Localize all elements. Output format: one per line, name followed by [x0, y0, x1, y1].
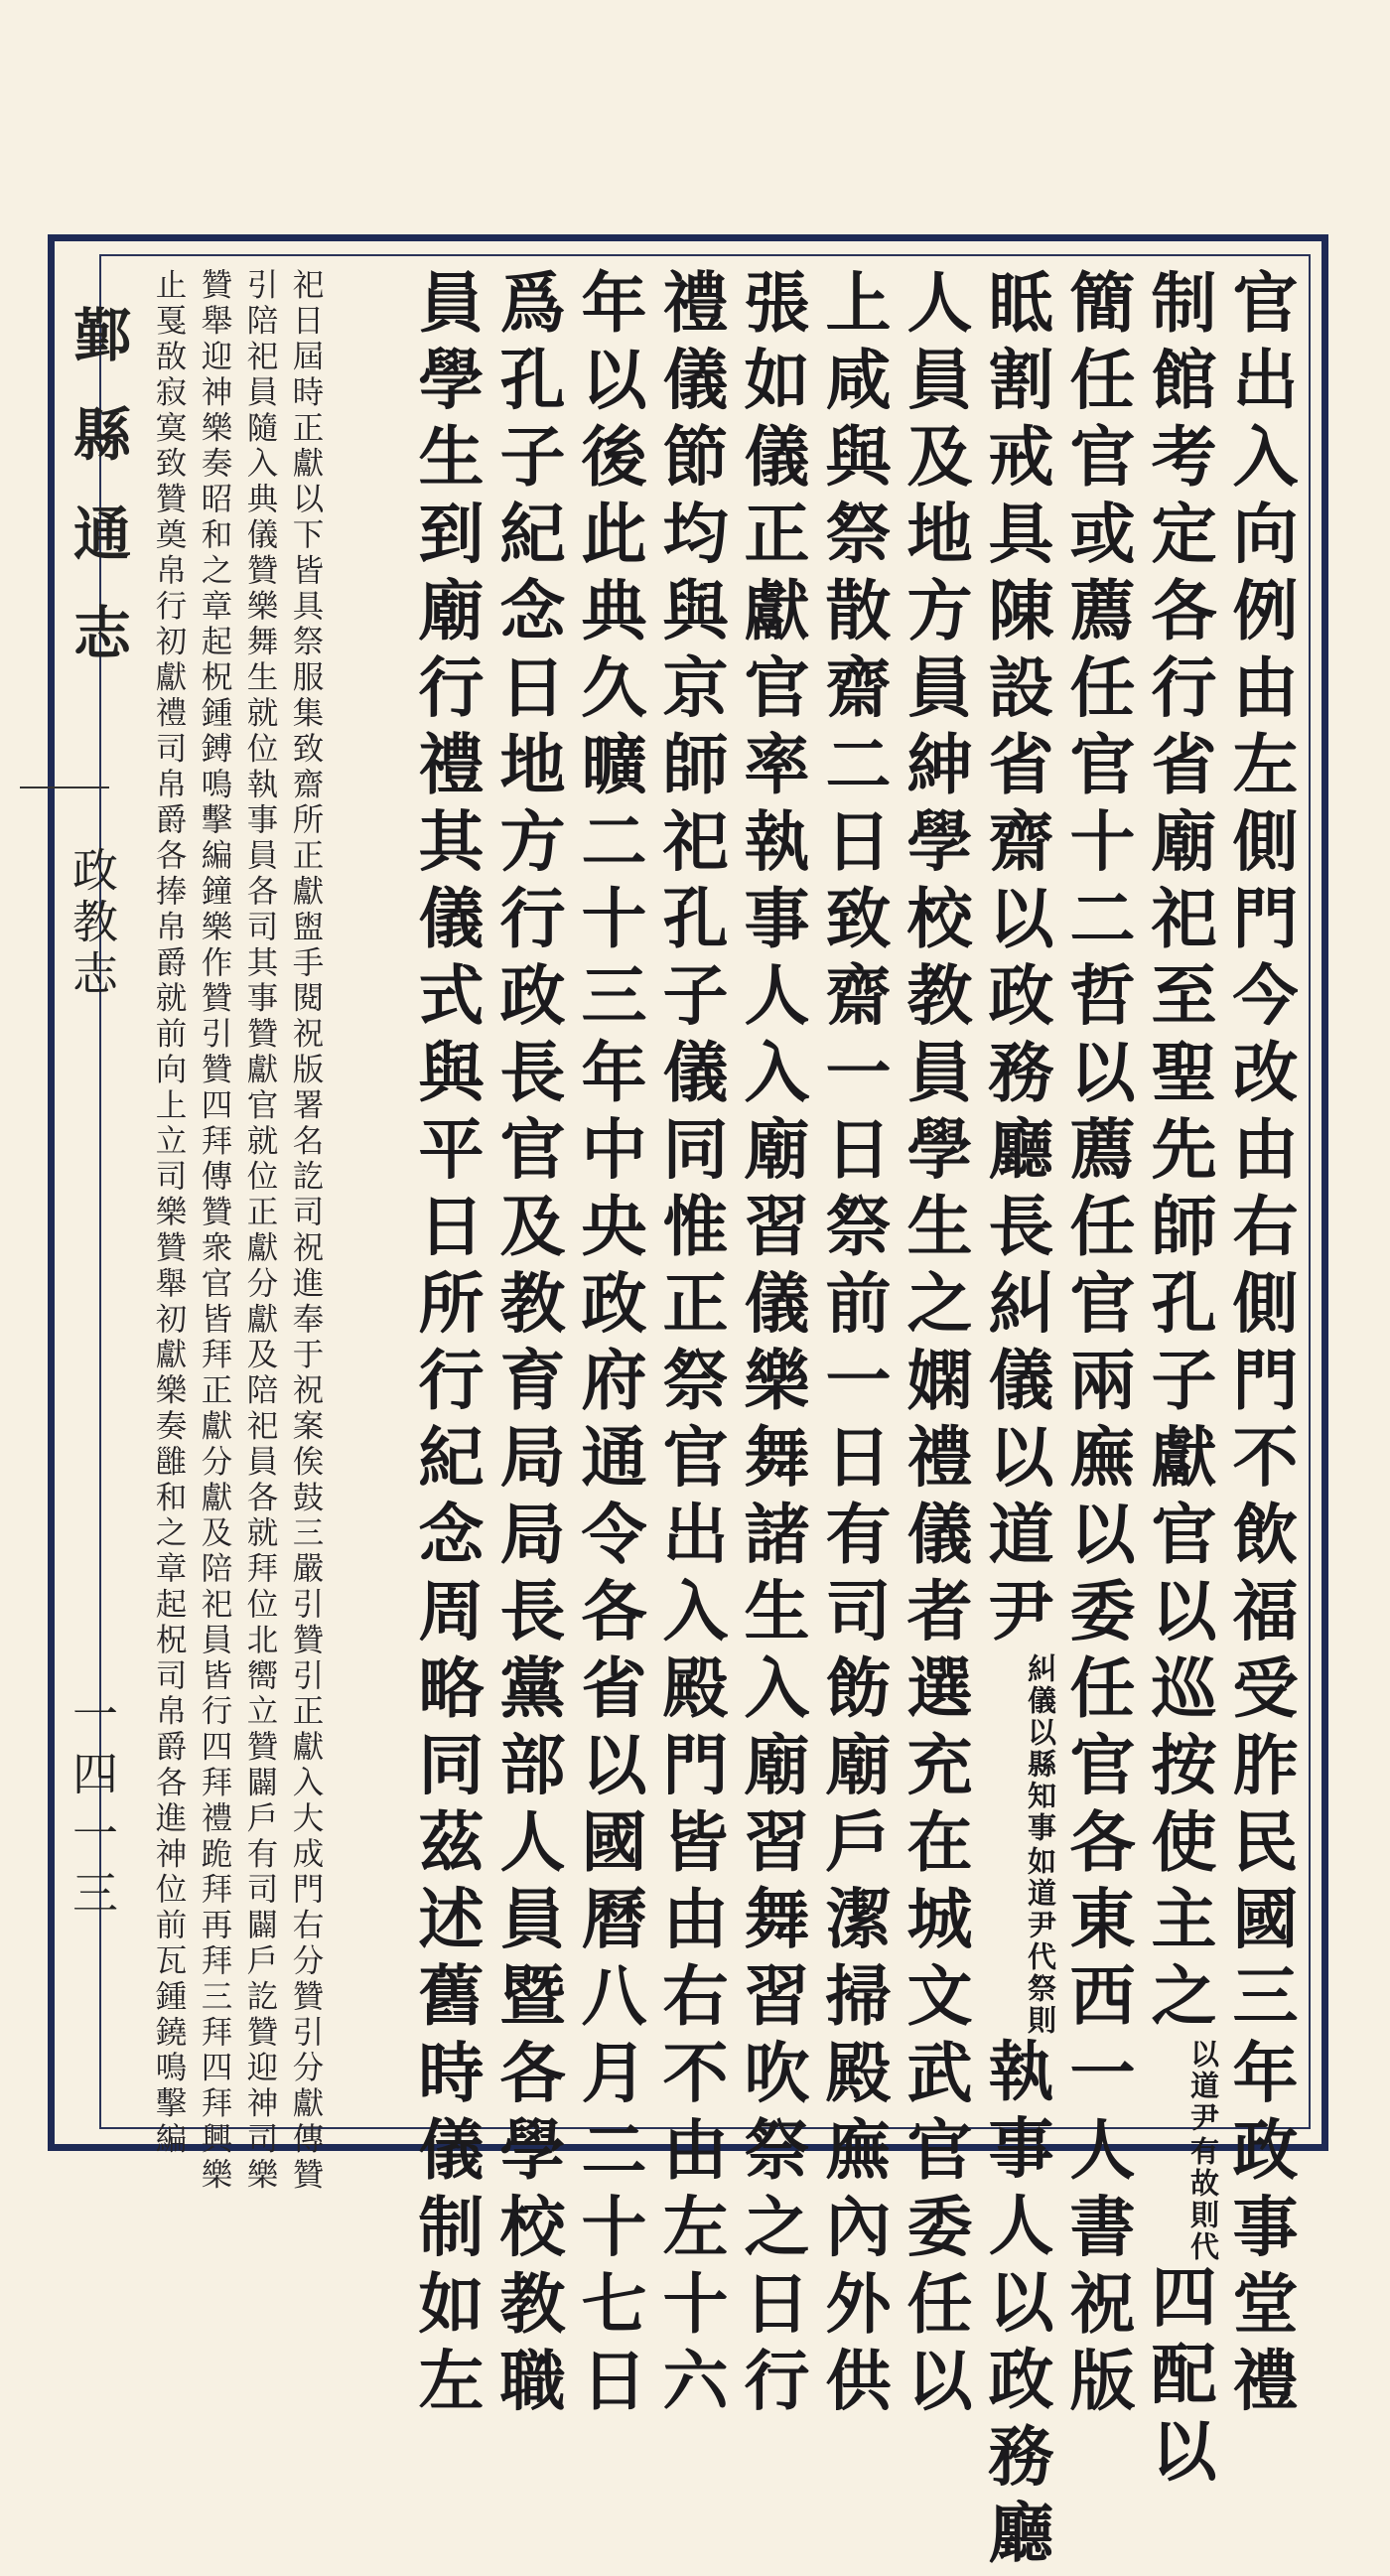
text-column-5: 人員及地方員紳學校教員學生之嫻禮儀者選充在城文武官委任以	[896, 268, 973, 2423]
text-column-10: 爲孔子紀念日地方行政長官及教育局局長黨部人員暨各學校教職	[488, 268, 566, 2423]
small-text-column-2: 引陪祀員隨入典儀贊樂舞生就位執事員各司其事贊獻官就位正獻分獻及陪祀員各就拜位北嚮立贊闢戶有司闢戶訖贊迎神司樂	[242, 268, 278, 2194]
small-text-column-1: 祀日屆時正獻以下皆具祭服集致齋所正獻盥手閱祝版署名訖司祝進奉于祝案俟鼓三嚴引贊引正獻入大成門右分贊引分獻傳贊	[288, 268, 324, 2194]
text-column-2: 制館考定各行省廟祀至聖先師孔子獻官以巡按使主之 有故則代 以道尹 四配以	[1140, 268, 1220, 2494]
section-title: 政教志	[66, 846, 119, 1001]
page-margin-column	[50, 260, 131, 2117]
text-column-8: 禮儀節均與京師祀孔子儀同惟正祭官出入殿門皆由右不由左十六	[651, 268, 729, 2423]
main-text-area	[111, 268, 1301, 2576]
text-column-3: 簡任官或薦任官十二哲以薦任官兩廡以委任官各東西一人書祝版	[1058, 268, 1136, 2423]
inline-note: 有故則代 以道尹	[1186, 2038, 1220, 2263]
text-column-11: 員學生到廟行禮其儀式與平日所行紀念周略同茲述舊時儀制如左	[407, 268, 485, 2423]
text-column-9: 年以後此典久曠二十三年中央政府通令各省以國曆八月二十七日	[570, 268, 647, 2423]
margin-divider	[20, 787, 109, 788]
small-text-column-4: 止戛敔寂寞致贊奠帛行初獻禮司帛爵各捧帛爵就前向上立司樂贊舉初獻樂奏雝和之章起柷司帛爵各進神位前瓦鍾鐃鳴擊編	[151, 268, 187, 2158]
inline-note: 如道尹代祭則 糾儀以縣知事	[1024, 1653, 1057, 2037]
text-column-7: 張如儀正獻官率執事人入廟習儀樂舞諸生入廟習舞習吹祭之日行	[733, 268, 810, 2423]
text-column-6: 上咸與祭散齋二日致齋一日祭前一日有司飭廟戶潔掃殿廡內外供	[814, 268, 892, 2423]
book-title: 鄞縣通志	[64, 305, 131, 702]
text-column-4: 眡割戒具陳設省齋以政務廳長糾儀以道尹 如道尹代祭則 糾儀以縣知事 執事人以政務廳	[977, 268, 1057, 2576]
small-text-column-3: 贊舉迎神樂奏昭和之章起柷鍾鎛鳴擊編鐘樂作贊引贊四拜傳贊衆官皆拜正獻分獻及陪祀員皆行四拜禮跪拜再拜三拜四拜興樂	[197, 268, 232, 2194]
page-number: 一四一三	[66, 1690, 119, 1929]
text-column-1: 官出入向例由左側門今改由右側門不飲福受胙民國三年政事堂禮	[1221, 268, 1299, 2423]
